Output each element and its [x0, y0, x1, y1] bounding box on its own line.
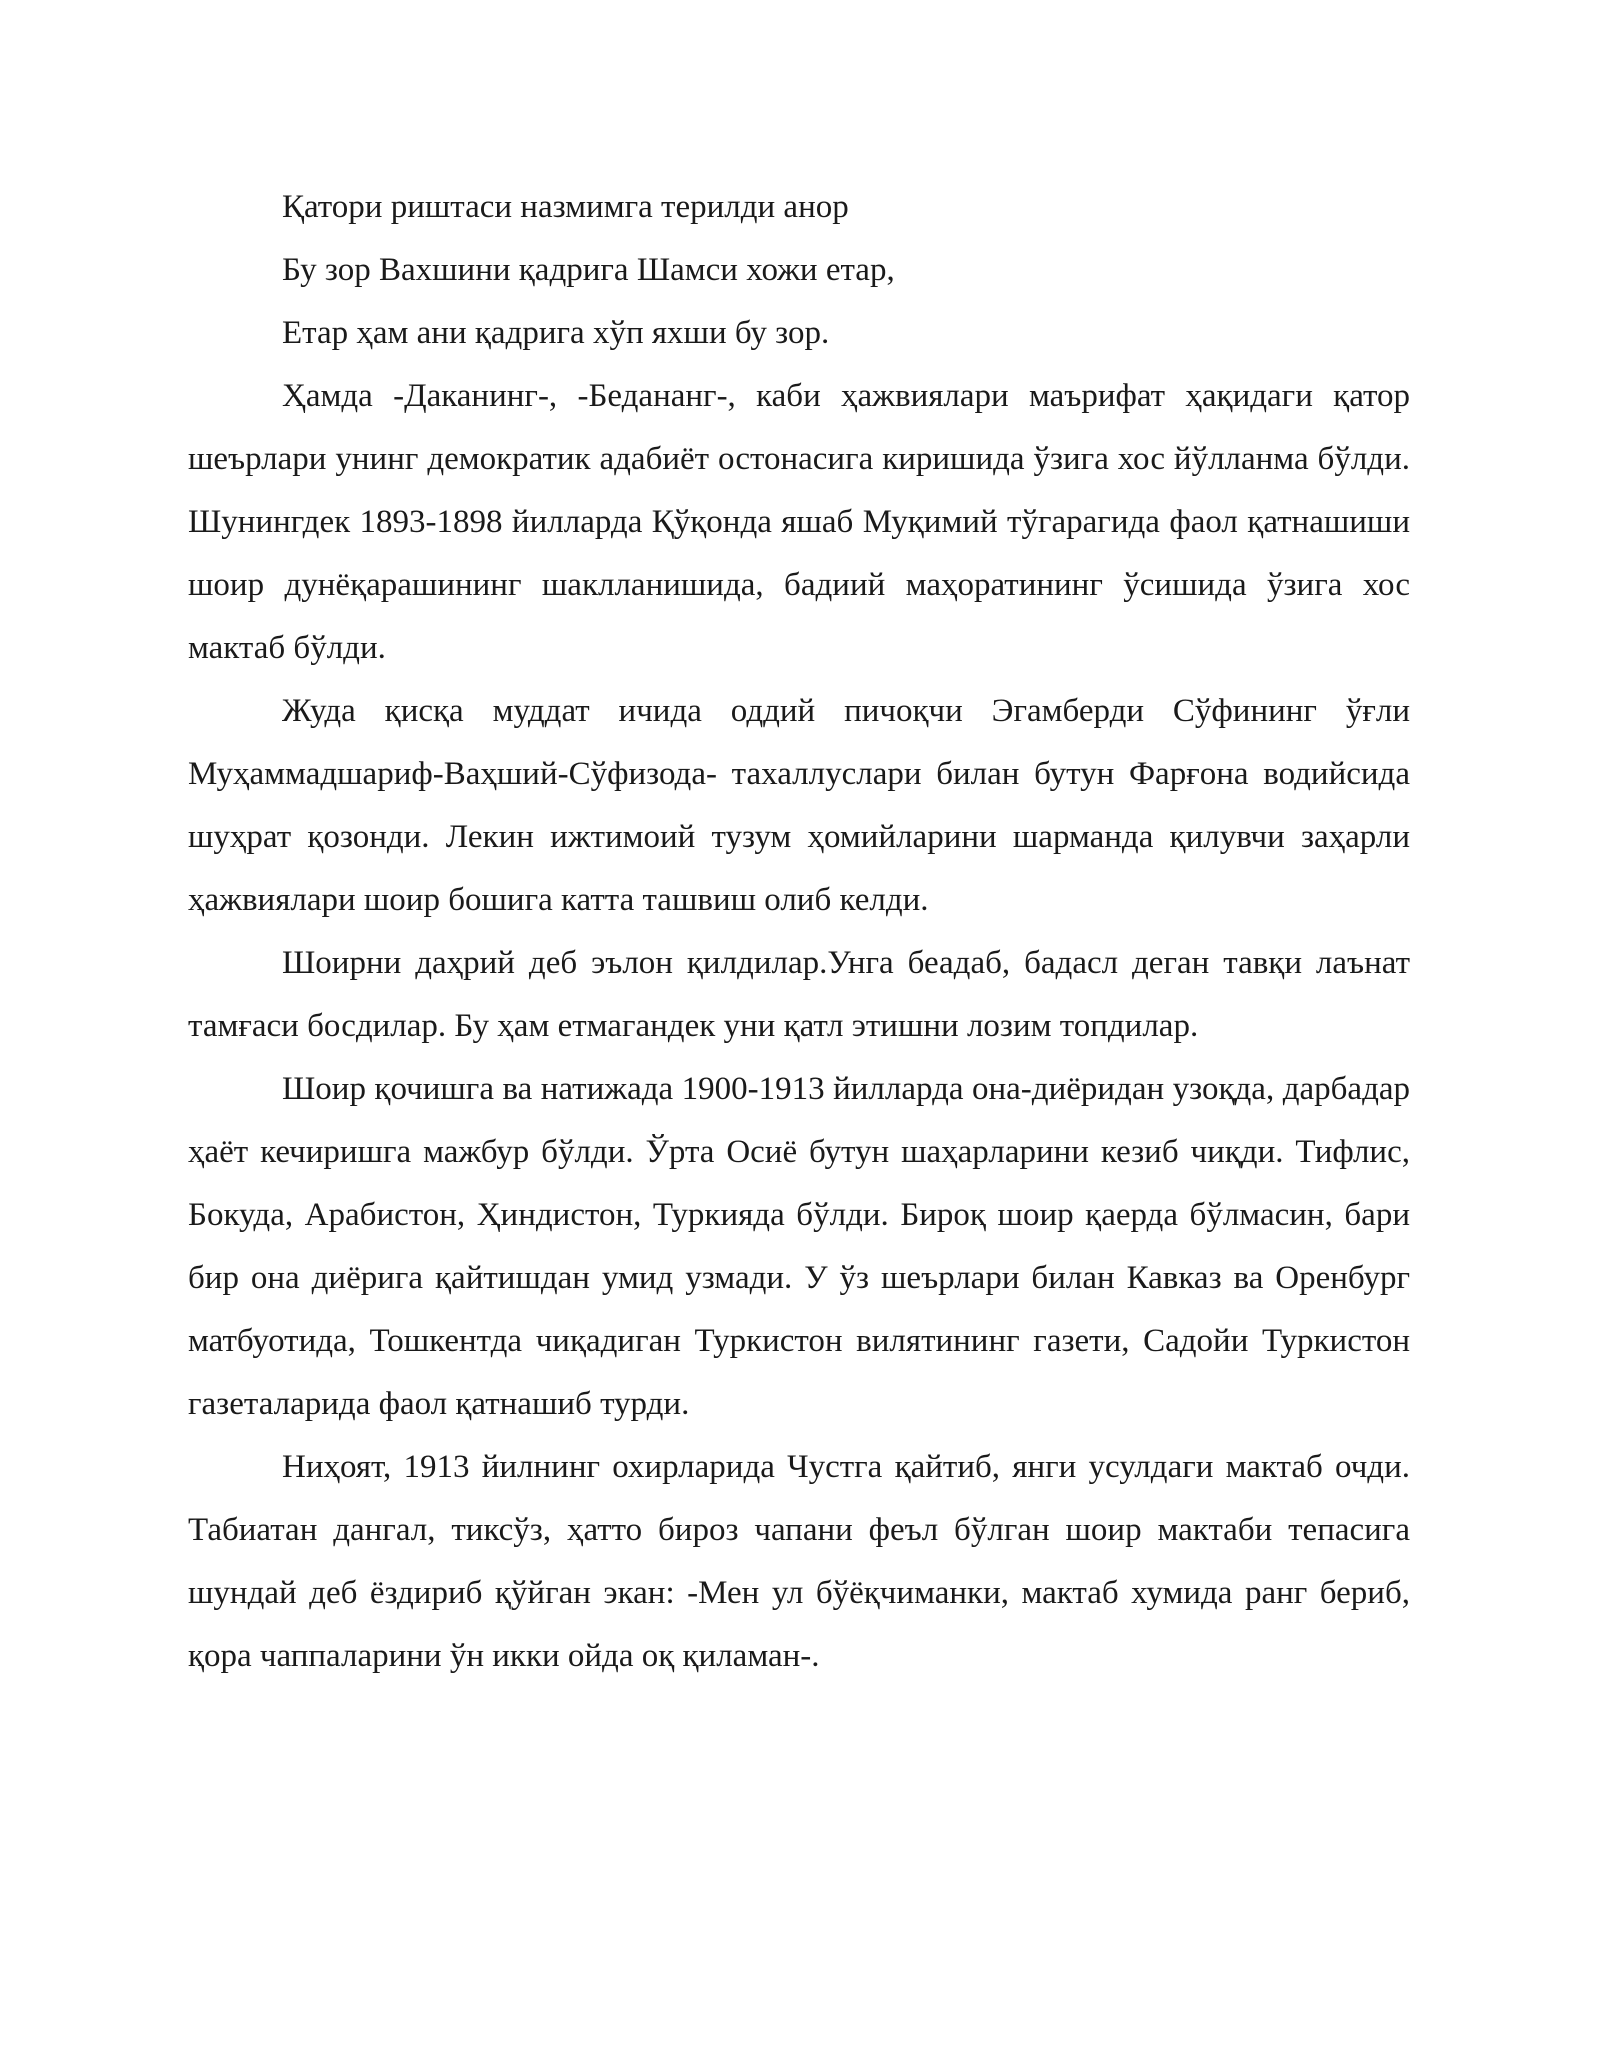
- paragraph-fame: Жуда қисқа муддат ичида оддий пичоқчи Эгамберди Сўфининг ўғли Муҳаммадшариф-Ваҳший-Сўфизода- тахаллуслари билан бутун Фарғона водийсида шуҳрат қозонди. Лекин ижтимоий тузум ҳомийларини шарманда қилувчи заҳарли ҳажвиялари шоир бошига катта ташвиш олиб келди.: [188, 693, 1410, 918]
- paragraph-exile: Шоир қочишга ва натижада 1900-1913 йилларда она-диёридан узоқда, дарбадар ҳаёт кечиришга мажбур бўлди. Ўрта Осиё бутун шаҳарларини кезиб чиқди. Тифлис, Бокуда, Арабистон, Ҳиндистон, Туркияда бўлди. Бироқ шоир қаерда бўлмасин, бари бир она диёрига қайтишдан умид узмади. У ўз шеърлари билан Кавказ ва Оренбург матбуотида, Тошкентда чиқадиган Туркистон вилятининг газети, Садойи Туркистон газеталарида фаол қатнашиб турди.: [188, 1071, 1410, 1422]
- verse-line: Бу зор Вахшини қадрига Шамси хожи етар,: [282, 252, 895, 288]
- paragraph-return-school: Ниҳоят, 1913 йилнинг охирларида Чустга қайтиб, янги усулдаги мактаб очди. Табиатан дангал, тиксўз, ҳатто бироз чапани феъл бўлган шоир мактаби тепасига шундай деб ёздириб қўйган экан: -Мен ул бўёқчиманки, мактаб хумида ранг бериб, қора чаппаларини ўн икки ойда оқ қиламан-.: [188, 1449, 1410, 1674]
- paragraph-satire-works: Ҳамда -Даканинг-, -Бедананг-, каби ҳажвиялари маърифат ҳақидаги қатор шеърлари унинг демократик адабиёт остонасига киришида ўзига хос йўлланма бўлди. Шунингдек 1893-1898 йилларда Қўқонда яшаб Муқимий тўгарагида фаол қатнашиши шоир дунёқарашининг шаклланишида, бадиий маҳоратининг ўсишида ўзига хос мактаб бўлди.: [188, 378, 1410, 666]
- verse-line: Етар ҳам ани қадрига хўп яхши бу зор.: [282, 315, 830, 351]
- verse-line: Қатори риштаси назмимга терилди анор: [282, 189, 849, 225]
- paragraph-persecution: Шоирни даҳрий деб эълон қилдилар.Унга беадаб, бадасл деган тавқи лаънат тамғаси босдилар. Бу ҳам етмагандек уни қатл этишни лозим топдилар.: [188, 945, 1410, 1044]
- document-body: [188, 176, 1410, 1688]
